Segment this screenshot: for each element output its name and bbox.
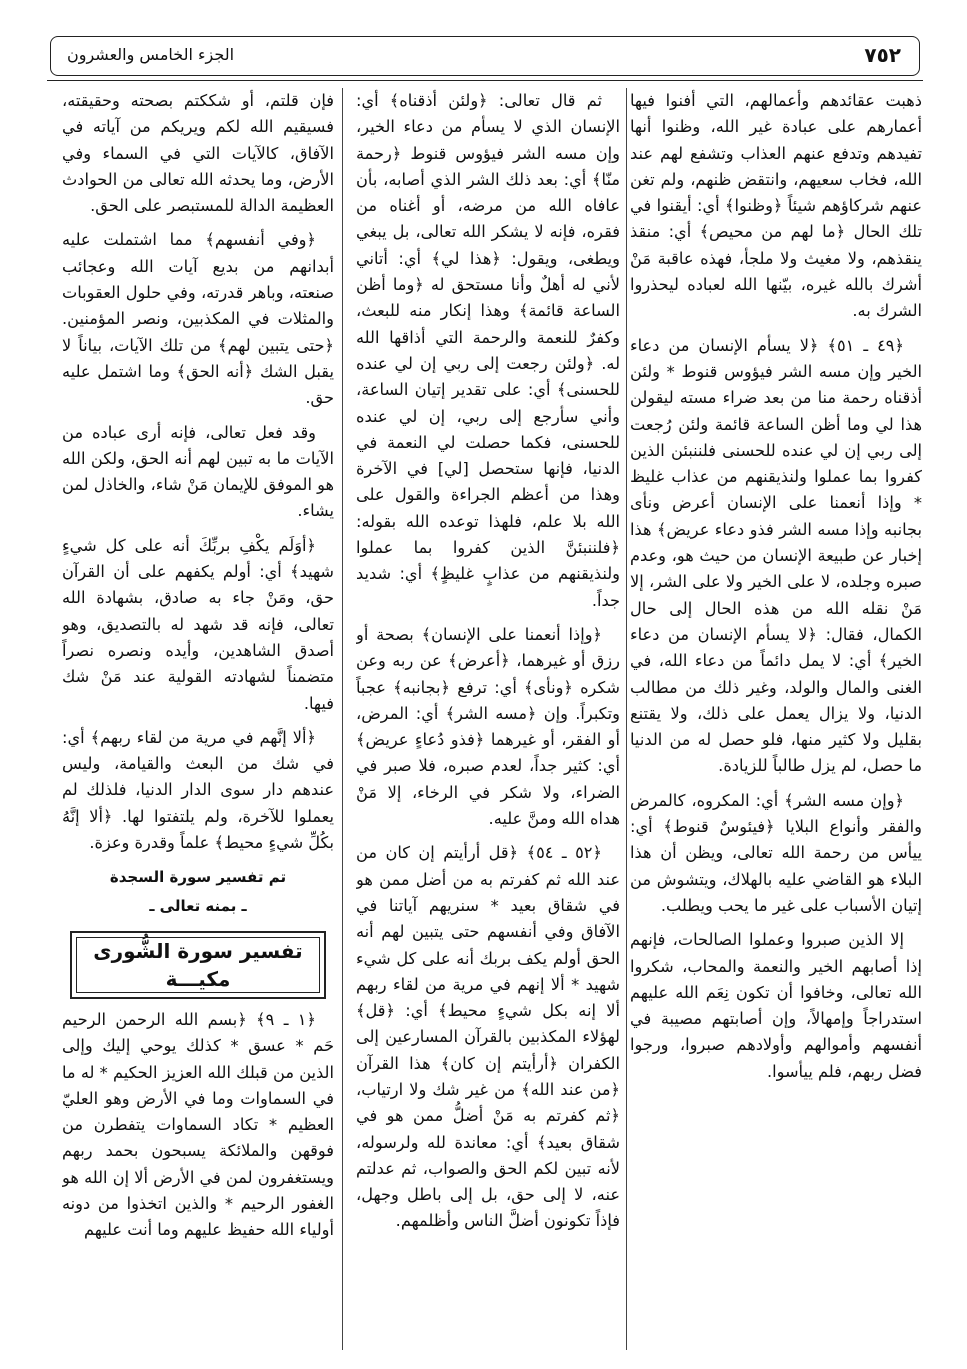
surah-title: تفسير سورة الشُّورى — [93, 938, 303, 963]
page-number: ٧٥٢ — [864, 43, 901, 67]
paragraph: ﴿وفي أنفسهم﴾ مما اشتملت عليه أبدانهم من بديع آيات الله وعجائب صنعته، وباهر قدرته، وفي حلول العقوبات والمثلات في المكذبين، ونصر المؤمنين. ﴿حتى يتبين لهم﴾ من تلك الآيات، بياناً لا يقبل الشك ﴿أنه الحق﴾ وما اشتمل عليه حق. — [62, 230, 334, 408]
paragraph: ﴿وإذا أنعمنا على الإنسان﴾ بصحة أو رزق أو غيرهما، ﴿أعرض﴾ عن ربه وعن شكره ﴿ونأى﴾ أي: ترفع ﴿بجانبه﴾ عجباً وتكبراً. وإن ﴿مسه الشر﴾ أي: المرض، أو الفقر، أو غيرهما ﴿فذو دُعاءٍ عريض﴾ أي: كثير جداً، لعدم صبره، فلا صبر في الضراء، ولا شكر في الرخاء، إلا مَنْ هداه الله ومنَّ عليه. — [356, 624, 620, 829]
paragraph: فإن قلتم، أو شككتم بصحته وحقيقته، فسيقيم الله لكم ويريكم من آياته في الآفاق، كالآيات التي في السماء وفي الأرض، وما يحدثه الله تعالى من الحوادث العظيمة الدالة للمستبصر على الحق. — [62, 91, 334, 216]
column-divider — [342, 88, 343, 1350]
page-header — [50, 36, 920, 76]
paragraph: وقد فعل تعالى، فإنه أرى عباده من الآيات ما به تبين لهم أنه الحق، ولكن الله هو الموفق للإيمان مَنْ شاء، والخاذل لمن يشاء. — [62, 422, 334, 521]
paragraph: ﴿ألا إنَّهم في مرية من لقاء ربهم﴾ أي: في شك من البعث والقيامة، وليس عندهم دار سوى الدار الدنيا، فلذلك لم يعملوا للآخرة، ولم يلتفتوا لها. ﴿ألا إنَّهُ بكُلِّ شيءٍ محيط﴾ علماً وقدرة وعزة. — [62, 727, 334, 853]
surah-title-box — [70, 931, 326, 999]
paragraph: ثم قال تعالى: ﴿ولئن أذقناه﴾ أي: الإنسان الذي لا يسأم من دعاء الخير، وإن مسه الشر فيؤوس قنوط ﴿رحمة منّا﴾ أي: بعد ذلك الشر الذي أصابه، بأن عافاه الله من مرضه، أو أغناه من فقره، فإنه لا يشكر الله تعالى، بل يبغي ويطغى، ويقول: ﴿هذا لي﴾ أي: أتاني لأني له أهلٌ وأنا مستحق له ﴿وما أظن الساعة قائمة﴾ وهذا إنكار منه للبعث، وكفرٌ للنعمة والرحمة التي أذاقها الله له. ﴿ولئن رجعت إلى ربي إن لي عنده للحسنى﴾ أي: على تقدير إتيان الساعة، وأني سأرجع إلى ربي، إن لي عنده للحسنى، فكما حصلت لي النعمة في الدنيا، فإنها ستحصل [لي] في الآخرة وهذا من أعظم الجراءة والقول على الله بلا علم، فلهذا توعده الله بقوله: ﴿فلننبئنَّ الذين كفروا بما عملوا ولنذيقنهم من عذابٍ غليظٍ﴾ أي: شديد جداً. — [356, 91, 620, 610]
column-middle — [356, 88, 620, 1350]
surah-end-note: تم تفسير سورة السجدة — [109, 868, 287, 887]
paragraph: ﴿٤٩ ـ ٥١﴾ ﴿لا يسأم الإنسان من دعاء الخير وإن مسه الشر فيؤوس قنوط * ولئن أذقناه رحمة منا من بعد ضراء مسته ليقولن هذا لي وما أظن الساعة قائمة ولئن رُجعت إلى ربي إن لي عنده للحسنى فلننبئن الذين كفروا بما عملوا ولنذيقنهم من عذاب غليظ * وإذا أنعمنا على الإنسان أعرض ونأى بجانبه وإذا مسه الشر فذو دعاء عريض﴾ هذا إخبار عن طبيعة الإنسان من حيث هو، وعدم صبره وجلده، لا على الخير ولا على الشر، إلا مَنْ نقله الله من هذه الحال إلى حال الكمال، فقال: ﴿لا يسأم الإنسان من دعاء الخير﴾ أي: لا يمل دائماً من دعاء الله، في الغنى والمال والولد، وغير ذلك من مطالب الدنيا، ولا يزال يعمل على ذلك، ولا يقتنع بقليل ولا كثير منها، فلو حصل له من الدنيا ما حصل، لم يزل طالباً للزيادة. — [630, 335, 922, 776]
paragraph: ﴿١ ـ ٩﴾ ﴿بسم الله الرحمن الرحيم حَم * عسق * كذلك يوحي إليك وإلى الذين من قبلك الله العزيز الحكيم * له ما في السماوات وما في الأرض وهو العليّ العظيم * تكاد السماوات يتفطرن من فوقهن والملائكة يسبحون بحمد ربهم ويستغفرون لمن في الأرض ألا إن الله هو الغفور الرحيم * والذين اتخذوا من دونه أولياء الله حفيظ عليهم وما أنت عليهم — [62, 1009, 334, 1240]
paragraph: ذهبت عقائدهم وأعمالهم، التي أفنوا فيها أعمارهم على عبادة غير الله، وظنوا أنها تفيدهم وتدفع عنهم العذاب وتشفع لهم عند الله، فخاب سعيهم، وانتقض ظنهم، ولم تغن عنهم شركاؤهم شيئاً ﴿وظنوا﴾ أي: أيقنوا في تلك الحال ﴿ما لهم من محيص﴾ أي: منقذ ينقذهم، ولا مغيث ولا ملجأ، فهذه عاقبة مَنْ أشرك بالله غيره، بيّنها الله لعباده ليحذروا الشرك به. — [630, 91, 922, 321]
paragraph: إلا الذين صبروا وعملوا الصالحات، فإنهم إذا أصابهم الخير والنعمة والمحاب، شكروا الله تعالى، وخافوا أن تكون نِعَم الله عليهم استدراجاً وإمهالاً، وإن أصابتهم مصيبة في أنفسهم وأموالهم وأولادهم صبروا، ورجوا فضل ربهم، فلم ييأسوا. — [630, 930, 922, 1081]
column-divider — [626, 88, 627, 1350]
column-left — [62, 88, 334, 1350]
column-right — [630, 88, 922, 1350]
paragraph: ﴿٥٢ ـ ٥٤﴾ ﴿قل أرأيتم إن كان من عند الله ثم كفرتم به من أضل ممن هو في شقاق بعيد * سنريهم آياتنا في الآفاق وفي أنفسهم حتى يتبين لهم أنه الحق أولم يكف بربك أنه على كل شيء شهيد * ألا إنهم في مرية من لقاء ربهم ألا إنه بكل شيءٍ محيط﴾ أي: ﴿قل﴾ لهؤلاء المكذبين بالقرآن المسارعين إلى الكفران ﴿أرأيتم إن كان﴾ هذا القرآن ﴿من عند الله﴾ من غير شك ولا ارتياب، ﴿ثم كفرتم به مَنْ أضلُّ ممن هو في شقاق بعيد﴾ أي: معاندة لله ولرسوله، لأنه تبين لكم الحق والصواب، ثم عدلتم عنه، لا إلى حق، بل إلى باطل وجهل، فإذاً تكونون أضلَّ الناس وأظلمهم. — [356, 843, 620, 1231]
surah-end-note-sub: ـ بمنه تعالى ـ — [149, 896, 247, 915]
paragraph: ﴿وإن مسه الشر﴾ أي: المكروه، كالمرض والفقر وأنواع البلايا ﴿فيئوسٌ قنوط﴾ أي: ييأس من رحمة الله تعالى، ويظن أن هذا البلاء هو القاضي عليه بالهلاك، ويتشوش من إتيان الأسباب على غير ما يحب ويطلب. — [630, 790, 922, 915]
paragraph: ﴿أوَلَم يكْفِ بربِّكَ أنه على كل شيءٍ شهيد﴾ أي: أولم يكفهم على أن القرآن حق، ومَنْ جاء به صادق، بشهادة الله تعالى، فإنه قد شهد له بالتصديق، وهو أصدق الشاهدين، وأيده ونصره نصراً متضمناً لشهادته القولية عند مَنْ شك فيها. — [62, 535, 334, 713]
part-title: الجزء الخامس والعشرون — [67, 45, 235, 64]
surah-type: مكيـــة — [165, 966, 231, 991]
